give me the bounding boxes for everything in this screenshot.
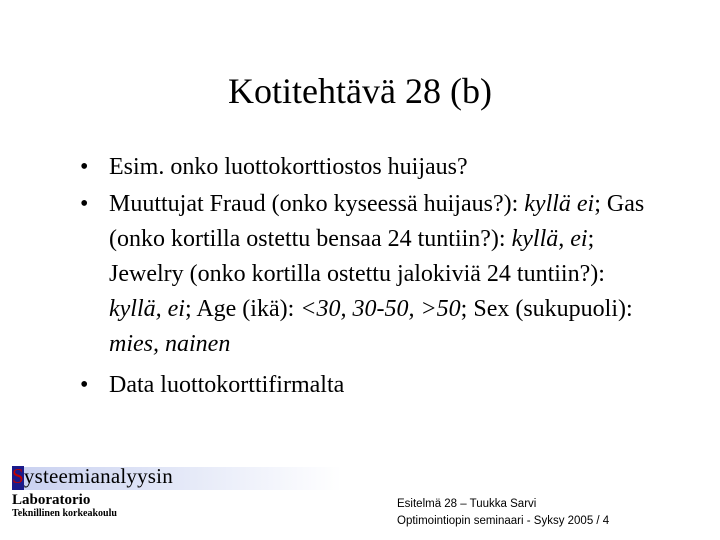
logo-banner — [12, 463, 342, 491]
bullet-item — [80, 150, 660, 185]
bullet-italic-values: mies, nainen — [109, 331, 231, 357]
bullet-item — [80, 368, 660, 403]
bullet-italic-values: kyllä, ei — [511, 226, 588, 252]
bullet-text: ; Sex (sukupuoli): — [460, 296, 633, 322]
bullet-text: ; Age (ikä): — [184, 296, 301, 322]
footer-author: Esitelmä 28 – Tuukka Sarvi — [397, 498, 537, 510]
bullet-text: Data luottokorttifirmalta — [109, 372, 345, 398]
bullet-dot: • — [80, 372, 89, 398]
footer-course: Optimointiopin seminaari - Syksy 2005 / 4 — [397, 515, 610, 527]
bullet-dot: • — [80, 154, 89, 180]
bullet-text: Esim. onko luottokorttiostos huijaus? — [109, 154, 468, 180]
slide-title: Kotitehtävä 28 (b) — [228, 71, 492, 111]
bullet-italic-values: <30, 30-50, >50 — [300, 296, 461, 322]
logo-word-rest: ysteemianalyysin — [23, 464, 173, 488]
bullet-list — [80, 150, 660, 405]
bullet-item — [80, 187, 660, 362]
bullet-text: ; Jewelry (onko kortilla ostettu jalokiviä 24 tuntiin?): — [109, 226, 605, 287]
logo-laboratorio: Laboratorio — [12, 492, 91, 508]
bullet-text: ; Gas (onko kortilla ostettu bensaa 24 tuntiin?): — [109, 191, 645, 252]
bullet-dot: • — [80, 191, 89, 217]
lab-logo — [12, 463, 342, 520]
slide-footer — [397, 496, 609, 530]
logo-university: Teknillinen korkeakoulu — [12, 508, 117, 519]
bullet-italic-values: kyllä, ei — [109, 296, 185, 322]
bullet-text: Muuttujat Fraud (onko kyseessä huijaus?): — [109, 191, 525, 217]
logo-wordmark — [12, 464, 173, 489]
logo-initial: S — [12, 464, 24, 488]
bullet-italic-values: kyllä ei — [524, 191, 595, 217]
